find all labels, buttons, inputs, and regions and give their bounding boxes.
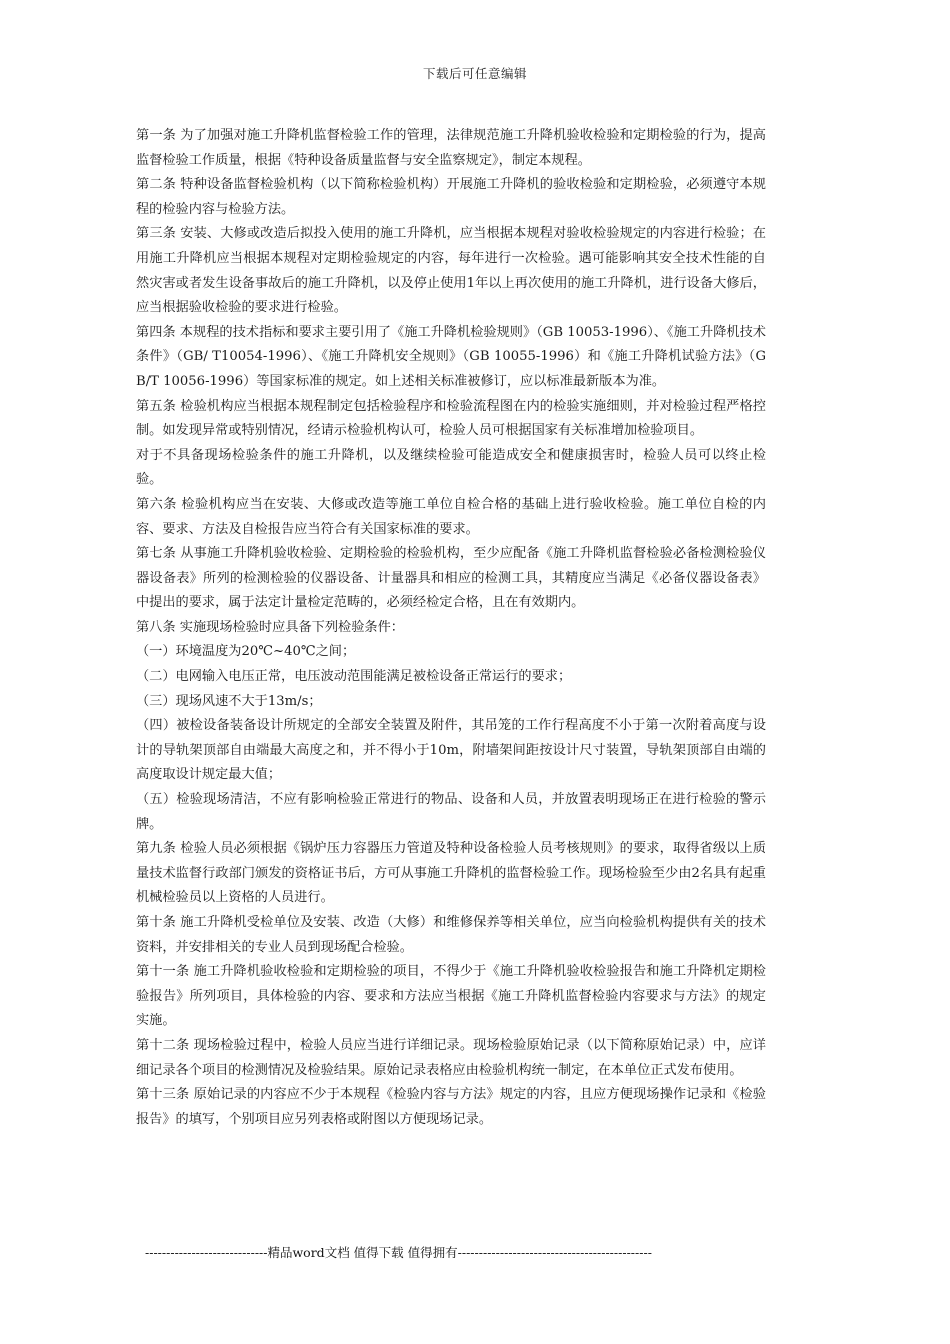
page-footer: -----------------------------精品word文档 值得下载 值得拥有---------------------------------------------- (145, 1245, 652, 1260)
article-9: 第九条 检验人员必须根据《锅炉压力容器压力管道及特种设备检验人员考核规则》的要求，取得省级以上质量技术监督行政部门颁发的资格证书后，方可从事施工升降机的监督检验工作。现场检验至少由2名具有起重机械检验员以上资格的人员进行。 (136, 841, 766, 906)
article-8-item-4: （四）被检设备装备设计所规定的全部安全装置及附件，其吊笼的工作行程高度不小于第一次附着高度与设计的导轨架顶部自由端最大高度之和，并不得小于10m，附墙架间距按设计尺寸装置，导轨架顶部自由端的高度取设计规定最大值； (136, 718, 766, 783)
article-5: 第五条 检验机构应当根据本规程制定包括检验程序和检验流程图在内的检验实施细则，并对检验过程严格控制。如发现异常或特别情况，经请示检验机构认可，检验人员可根据国家有关标准增加检验项目。 (136, 398, 766, 439)
article-7: 第七条 从事施工升降机验收检验、定期检验的检验机构，至少应配备《施工升降机监督检验必备检测检验仪器设备表》所列的检测检验的仪器设备、计量器具和相应的检测工具，其精度应当满足《必备仪器设备表》中提出的要求，属于法定计量检定范畴的，必须经检定合格，且在有效期内。 (136, 546, 766, 611)
article-8-item-1: （一）环境温度为20℃~40℃之间； (136, 644, 356, 660)
article-10: 第十条 施工升降机受检单位及安装、改造（大修）和维修保养等相关单位，应当向检验机构提供有关的技术资料，并安排相关的专业人员到现场配合检验。 (136, 915, 766, 955)
article-12: 第十二条 现场检验过程中，检验人员应当进行详细记录。现场检验原始记录（以下简称原始记录）中，应详细记录各个项目的检测情况及检验结果。原始记录表格应由检验机构统一制定，在本单位正式发布使用。 (136, 1037, 766, 1078)
article-5-note: 对于不具备现场检验条件的施工升降机，以及继续检验可能造成安全和健康损害时，检验人员可以终止检验。 (136, 447, 766, 488)
document-body (136, 124, 766, 1132)
article-13: 第十三条 原始记录的内容应不少于本规程《检验内容与方法》规定的内容，且应方便现场操作记录和《检验报告》的填写，个别项目应另列表格或附图以方便现场记录。 (136, 1087, 766, 1127)
article-1: 第一条 为了加强对施工升降机监督检验工作的管理，法律规范施工升降机验收检验和定期检验的行为，提高监督检验工作质量，根据《特种设备质量监督与安全监察规定》，制定本规程。 (136, 128, 766, 168)
article-6: 第六条 检验机构应当在安装、大修或改造等施工单位自检合格的基础上进行验收检验。施工单位自检的内容、要求、方法及自检报告应当符合有关国家标准的要求。 (136, 496, 766, 537)
article-2: 第二条 特种设备监督检验机构（以下简称检验机构）开展施工升降机的验收检验和定期检验，必须遵守本规程的检验内容与检验方法。 (136, 177, 766, 217)
page-header: 下载后可任意编辑 (422, 66, 527, 81)
article-11: 第十一条 施工升降机验收检验和定期检验的项目，不得少于《施工升降机验收检验报告和施工升降机定期检验报告》所列项目，具体检验的内容、要求和方法应当根据《施工升降机监督检验内容要求与方法》的规定实施。 (136, 964, 766, 1029)
article-8: 第八条 实施现场检验时应具备下列检验条件： (136, 619, 404, 635)
article-3: 第三条 安装、大修或改造后拟投入使用的施工升降机，应当根据本规程对验收检验规定的内容进行检验；在用施工升降机应当根据本规程对定期检验规定的内容，每年进行一次检验。遇可能影响其安全技术性能的自然灾害或者发生设备事故后的施工升降机，以及停止使用1年以上再次使用的施工升降机，进行设备大修后，应当根据验收检验的要求进行检验。 (136, 226, 766, 316)
article-8-item-2: （二）电网输入电压正常，电压波动范围能满足被检设备正常运行的要求； (136, 669, 572, 685)
article-8-item-3: （三）现场风速不大于13m/s； (136, 693, 322, 709)
article-8-item-5: （五）检验现场清洁，不应有影响检验正常进行的物品、设备和人员，并放置表明现场正在进行检验的警示牌。 (136, 792, 766, 832)
article-4: 第四条 本规程的技术指标和要求主要引用了《施工升降机检验规则》（GB 10053-1996）、《施工升降机技术条件》（GB/ T10054-1996）、《施工升降机安全规则》（GB 10055-1996）和《施工升降机试验方法》（GB/T 10056-1996）等国家标准的规定。如上述相关标准被修订，应以标准最新版本为准。 (136, 324, 766, 389)
